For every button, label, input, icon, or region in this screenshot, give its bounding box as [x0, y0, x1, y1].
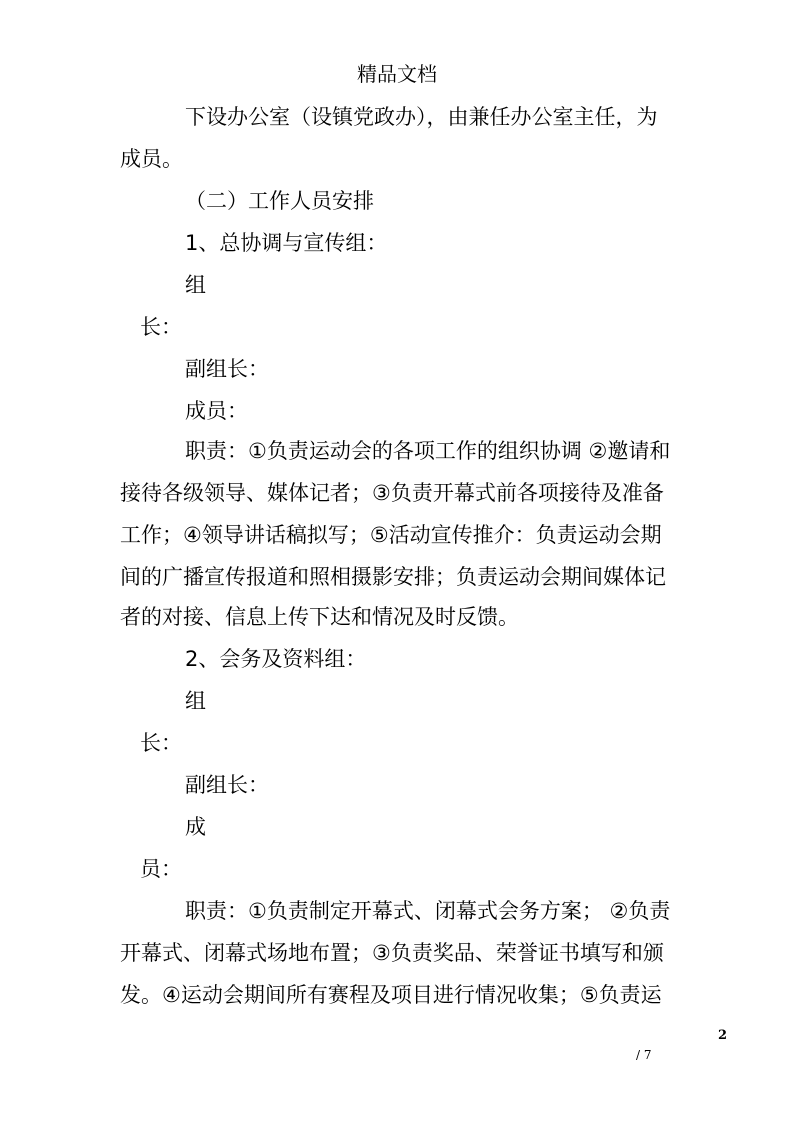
paragraph-line: 员： — [140, 857, 182, 881]
paragraph-line: 长： — [140, 315, 182, 339]
paragraph-line: 者的对接、信息上传下达和情况及时反馈。 — [120, 605, 519, 629]
paragraph-line: 工作；④领导讲话稿拟写；⑤活动宣传推介：负责运动会期 — [120, 523, 662, 547]
section-heading: （二）工作人员安排 — [185, 189, 374, 213]
paragraph-line: 间的广播宣传报道和照相摄影安排；负责运动会期间媒体记 — [120, 565, 666, 589]
page-header-title: 精品文档 — [357, 62, 437, 86]
paragraph-line: 组 — [185, 689, 206, 713]
page-total: / 7 — [636, 1048, 652, 1062]
paragraph-line: 职责：①负责运动会的各项工作的组织协调 ②邀请和 — [185, 439, 671, 463]
paragraph-line: 成员： — [185, 399, 248, 423]
paragraph-line: 副组长： — [185, 773, 269, 797]
paragraph-line: 下设办公室（设镇党政办），由兼任办公室主任，为 — [185, 105, 658, 129]
group-heading: 2、会务及资料组： — [185, 647, 367, 671]
paragraph-line: 副组长： — [185, 357, 269, 381]
paragraph-line: 成 — [185, 815, 206, 839]
paragraph-line: 发。④运动会期间所有赛程及项目进行情况收集；⑤负责运 — [120, 983, 662, 1007]
paragraph-line: 成员。 — [120, 147, 183, 171]
paragraph-line: 开幕式、闭幕式场地布置；③负责奖品、荣誉证书填写和颁 — [120, 941, 664, 965]
group-heading: 1、总协调与宣传组： — [185, 231, 388, 255]
paragraph-line: 职责：①负责制定开幕式、闭幕式会务方案； ②负责 — [185, 899, 671, 923]
paragraph-line: 组 — [185, 273, 206, 297]
paragraph-line: 接待各级领导、媒体记者；③负责开幕式前各项接待及准备 — [120, 481, 664, 505]
page-number: 2 — [718, 1028, 728, 1043]
paragraph-line: 长： — [140, 731, 182, 755]
